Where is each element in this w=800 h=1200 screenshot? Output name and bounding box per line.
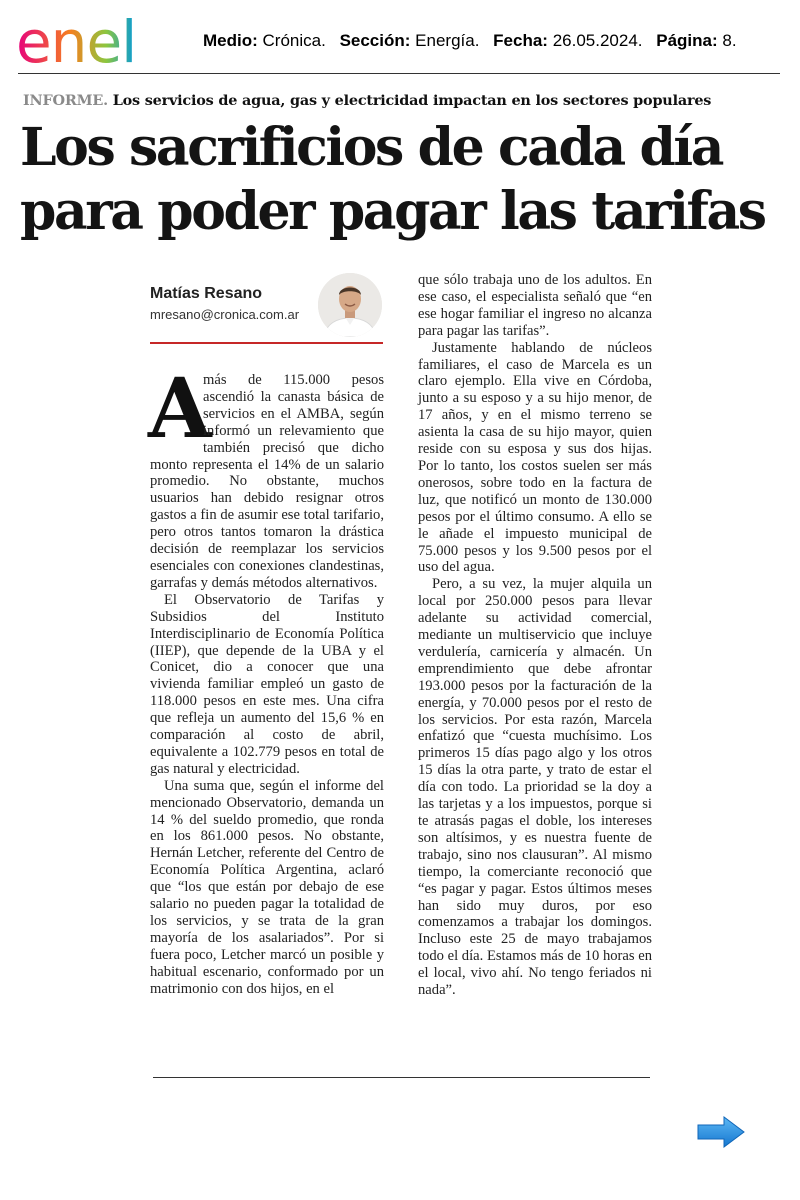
pagina-label: Página: — [656, 31, 718, 50]
author-avatar — [318, 273, 382, 337]
article-kicker — [23, 92, 711, 109]
pagina-value: 8. — [722, 31, 737, 50]
headline-line-1: Los sacrificios de cada día — [20, 117, 723, 178]
headline-line-2: para poder pagar las tarifas — [20, 181, 765, 242]
byline-divider — [150, 342, 383, 344]
medio-value: Crónica. — [262, 31, 326, 50]
byline — [150, 285, 299, 322]
footer-divider — [153, 1077, 650, 1078]
author-name: Matías Resano — [150, 285, 263, 302]
article-paragraph-4: Justamente hablando de núcleos familiares, el caso de Marcela es un claro ejemplo. Ella vive en Córdoba, junto a su esposo y a su hijo menor, de 17 años, y en el mismo terreno se asienta la casa de su hijo mayor, quien reside con su esposa y sus dos hijas. Por lo tanto, los costos suelen ser más onerosos, sobre todo en la factura de luz, que notificó un monto de 130.000 pesos por el último consumo. A ello se le añade el impuesto municipal de 75.000 pesos y los 9.500 pesos por el uso del agua. — [418, 339, 652, 576]
fecha-value: 26.05.2024. — [552, 31, 643, 50]
seccion-label: Sección: — [339, 31, 411, 50]
enel-logo-wordmark: enel — [16, 8, 137, 70]
article-paragraph-3: Una suma que, según el informe del mencionado Observatorio, demanda un 14 % del sueldo promedio, que ronda en los 861.000 pesos. No obstante, Hernán Letcher, referente del Centro de Economía Política Argentina, aclaró que “los que están por debajo de ese salario no pueden pagar la totalidad de los servicios, y se trata de la gran mayoría de los asalariados”. Por si fuera poco, Letcher marcó un posible y habitual escenario, conformado por un matrimonio con dos hijos, en el — [150, 777, 384, 997]
fecha-label: Fecha: — [493, 31, 548, 50]
article-column-2 — [418, 272, 652, 999]
author-photo-icon — [318, 273, 382, 337]
article-paragraph-5: Pero, a su vez, la mujer alquila un local por 250.000 pesos para llevar adelante su actividad comercial, mediante un multiservicio que incluye verdulería, carnicería y almacén. Un emprendimiento que debe afrontar 193.000 pesos por la facturación de la energía, y 70.000 pesos por el resto de los servicios. Por esta razón, Marcela enfatizó que “cuesta muchísimo. Los primeros 15 días pago algo y los otros 15 días la otra parte, y trato de estar el día con todo. La prioridad se la doy a las tarjetas y a los impuestos, porque si te atrasás pagas el doble, los intereses son altísimos, y es nuestra fuente de trabajo, sino nos clausuran”. Al mismo tiempo, la comerciante reconoció que “es pagar y pagar. Estos últimos meses han sido muy duros, por eso comenzamos a trabajar los domingos. Incluso este 25 de mayo trabajamos todo el día. Estamos más de 10 horas en el local, vivo ahí. No tengo feriados ni nada”. — [418, 576, 652, 999]
enel-logo — [16, 6, 182, 70]
article-headline — [20, 116, 790, 244]
article-column-1 — [148, 361, 384, 998]
drop-cap: A — [148, 361, 212, 457]
paragraph-1-text: más de 115.000 pesos ascendió la canasta básica de servicios en el AMBA, según informó un relevamiento que también precisó que dicho monto representa el 14% de un salario promedio. No obstante, muchos usuarios han debido resignar otros gastos a fin de asumir ese total tarifario, pero otros tantos tomaron la drástica decisión de reemplazar los servicios esenciales con conexiones clandestinas, garrafas y demás métodos alternativos. — [150, 372, 384, 591]
article-paragraph-2: El Observatorio de Tarifas y Subsidios del Instituto Interdisciplinario de Economía Política (IIEP), que depende de la UBA y el Conicet, dio a conocer que una vivienda familiar empleó un gasto de 118.000 pesos en este mes. Una cifra que refleja un aumento del 15,6 % en comparación al costo de abril, equivalente a 102.779 pesos en total de gas natural y electricidad. — [150, 591, 384, 777]
kicker-label: INFORME. — [23, 92, 108, 109]
header-divider — [18, 73, 780, 74]
medio-label: Medio: — [203, 31, 258, 50]
article-paragraph-1 — [148, 361, 384, 592]
author-email: mresano@cronica.com.ar — [150, 307, 300, 322]
arrow-right-icon[interactable] — [696, 1115, 746, 1149]
kicker-text: Los servicios de agua, gas y electricidad impactan en los sectores populares — [112, 92, 712, 109]
seccion-value: Energía. — [415, 31, 480, 50]
article-paragraph-3-continued: que sólo trabaja uno de los adultos. En ese caso, el especialista señaló que “en ese hogar familiar el ingreso no alcanza para pagar las tarifas”. — [418, 272, 652, 339]
publication-meta — [203, 31, 737, 51]
